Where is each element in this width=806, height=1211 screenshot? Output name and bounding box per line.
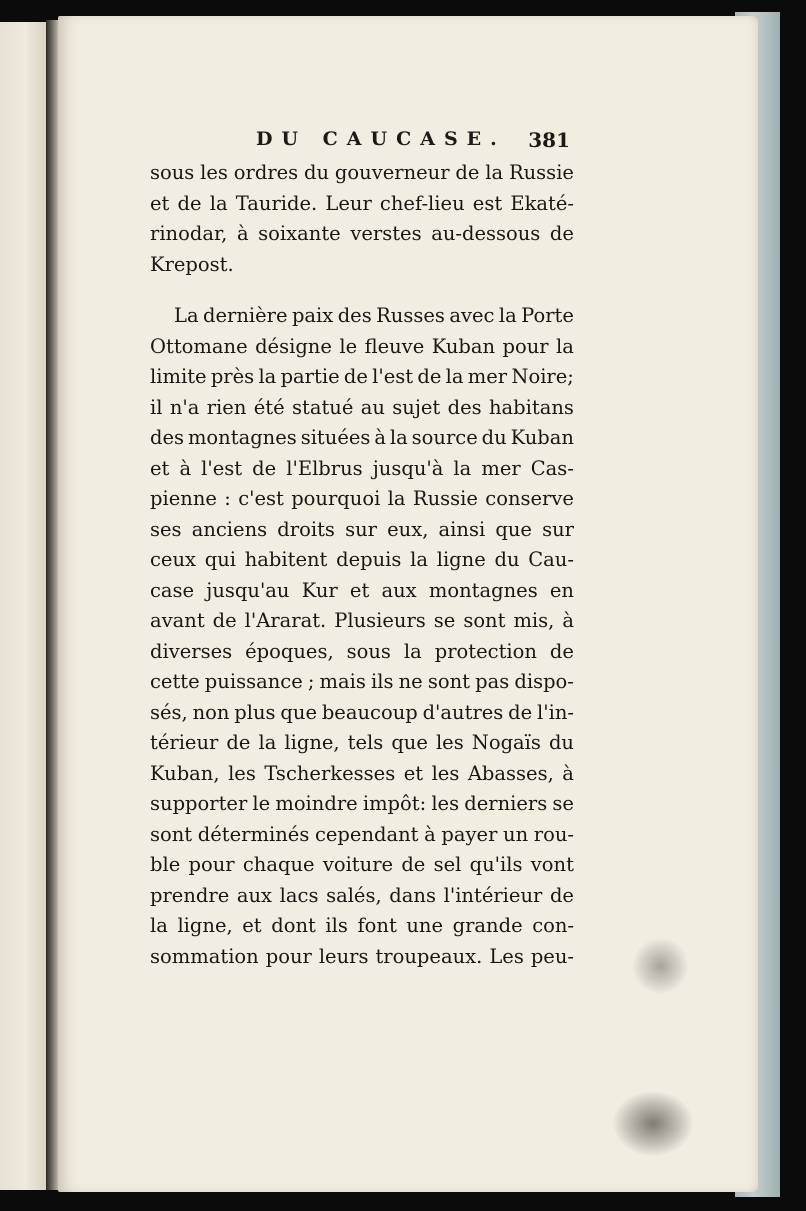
text-line [150,189,574,220]
word: la [258,365,277,388]
word: aux [236,883,273,907]
word: case [150,578,195,602]
word: troupeaux. [375,944,483,968]
text-line [150,759,574,790]
text-line [150,728,574,759]
word: puissance [204,670,303,693]
word: verstes [350,222,422,245]
text-line [150,423,574,454]
word: que [391,731,428,754]
word: sel [433,853,462,876]
word: Cau- [528,548,574,571]
word: du [494,548,520,571]
word: ordres [233,161,299,184]
word: rou- [533,822,574,846]
word: cependant [314,822,419,846]
word: de [212,609,237,632]
word: de [177,191,202,215]
word: ils [325,914,348,937]
text-line [150,881,574,912]
word: gouverneur [334,161,450,184]
word: supporter [150,792,248,815]
word: à [562,609,574,632]
word: les [200,161,228,184]
text-line [150,219,574,250]
facing-page-edge [0,22,48,1190]
word: sur [345,517,377,541]
word: plus [234,700,276,724]
word: source [411,426,478,449]
word: Leur [325,191,372,215]
word: lacs [279,883,319,907]
word: Russie [412,487,478,510]
word: et [150,456,170,480]
word: voiture [322,853,394,876]
word: ne [398,670,423,693]
text-line [150,484,574,515]
word: un [503,822,529,846]
word: la [389,426,408,449]
word: ligne [436,548,486,571]
word: Cas- [530,456,574,480]
text-line [150,789,574,820]
word: à [374,426,386,449]
word: les [435,731,464,754]
text-line: Krepost. [150,252,234,276]
word: la [556,334,574,358]
word: moindre [275,792,358,815]
word: Ottomane [150,334,248,358]
word: habitans [489,395,574,419]
word: que [280,700,317,724]
word: leurs [318,944,369,968]
word: sont [427,670,470,693]
text-line [150,667,574,698]
word: été [253,395,285,419]
word: sont [150,822,193,846]
word: habitent [244,548,328,571]
text-line [150,301,574,332]
word: de [401,853,426,876]
word: l'est [372,365,414,388]
word: Les [489,944,524,968]
word: non [192,700,230,724]
word: de [252,456,277,480]
text-line [150,158,574,189]
word: du [481,426,507,449]
body-text [150,158,574,972]
word: à [236,222,249,245]
word: térieur [150,731,219,754]
word: dernière [202,304,288,327]
word: impôt: [362,792,427,815]
word: Ekaté- [510,191,574,215]
word: le [252,792,271,815]
word: Nogaïs [471,731,541,754]
word: la [453,456,472,480]
word: Kuban [431,334,496,358]
word: jusqu'au [206,578,290,602]
word: ses [150,517,182,541]
word: des [150,426,185,449]
running-title: DU CAUCASE. [256,128,506,150]
text-line [150,606,574,637]
word: vont [530,853,574,876]
word: pourquoi [291,487,381,510]
word: la [258,731,277,754]
word: au [360,395,385,419]
word: avant [150,609,205,632]
word: époques, [245,639,334,663]
word: ligne, [177,914,233,937]
text-line [150,850,574,881]
word: Plusieurs [334,609,426,632]
word: en [549,578,574,602]
word: rien [206,395,247,419]
word: ils [371,670,394,693]
stain-mark [633,936,688,996]
word: con- [532,914,574,937]
word: Tauride. [235,191,318,215]
page-number: 381 [528,128,570,152]
word: anciens [191,517,268,541]
word: mis, [513,609,555,632]
word: l'Ararat. [244,609,327,632]
word: qui [204,548,237,571]
word: se [552,792,574,815]
stain-mark [613,1091,693,1156]
word: de [226,731,251,754]
text-line [150,362,574,393]
word: du [304,161,330,184]
word: à [179,456,192,480]
word: l'est [201,456,243,480]
word: de [417,365,442,388]
text-line [150,393,574,424]
word: pour [265,944,312,968]
text-line [150,545,574,576]
word: pour [188,853,235,876]
word: le [339,334,358,358]
word: Porte [521,304,574,327]
word: des [337,304,372,327]
word: une [406,914,444,937]
word: et [403,761,424,785]
word: beaucoup [321,700,418,724]
word: de [549,639,574,663]
word: Tscherkesses [264,761,396,785]
word: de [343,365,368,388]
word: la [403,639,422,663]
word: pienne [150,487,217,510]
word: du [548,731,574,754]
word: situées [300,426,371,449]
word: chaque [242,853,315,876]
word: payer [441,822,498,846]
word: mer [467,365,508,388]
word: cette [150,670,200,693]
word: partie [280,365,340,388]
word: rinodar, [150,222,228,245]
word: peu- [530,944,574,968]
word: déterminés [197,822,310,846]
text-line [150,911,574,942]
word: Kur [301,578,338,602]
word: dont [271,914,316,937]
word: Noire; [511,365,574,388]
text-line [150,698,574,729]
word: c'est [238,487,284,510]
word: montagnes [428,578,538,602]
text-line [150,637,574,668]
word: salés, [326,883,382,907]
word: sujet [392,395,441,419]
word: d'autres [422,700,504,724]
word: l'intérieur [443,883,543,907]
text-line [150,454,574,485]
word: chef-lieu [379,191,465,215]
word: de [549,883,574,907]
word: statué [292,395,354,419]
word: montagnes [187,426,297,449]
word: à [562,761,574,785]
word: près [210,365,255,388]
paragraph-break [150,280,574,301]
word: Kuban [510,426,574,449]
word: tels [347,731,384,754]
word: mais [319,670,366,693]
word: La [174,304,199,327]
word: de [455,161,480,184]
word: et [242,914,262,937]
word: se [433,609,456,632]
word: l'in- [537,700,574,724]
word: et [349,578,370,602]
word: de [508,700,533,724]
text-line [150,515,574,546]
word: l'Elbrus [286,456,363,480]
word: dispo- [514,670,574,693]
word: et [150,191,170,215]
word: il [150,395,163,419]
word: pour [502,334,549,358]
word: désigne [255,334,332,358]
text-line [150,332,574,363]
word: grande [452,914,523,937]
word: droits [277,517,335,541]
word: les [431,792,460,815]
word: Kuban, [150,761,220,785]
word: eux, [387,517,429,541]
word: conserve [485,487,574,510]
word: la [485,161,504,184]
word: au-dessous [431,222,541,245]
word: font [357,914,397,937]
word: ainsi [438,517,486,541]
word: soixante [258,222,341,245]
word: des [447,395,482,419]
word: Abasses, [467,761,554,785]
word: est [472,191,503,215]
word: paix [291,304,334,327]
word: de [549,222,574,245]
word: fleuve [364,334,425,358]
word: que [495,517,532,541]
text-line [150,942,574,973]
word: la [150,914,168,937]
word: protection [434,639,537,663]
word: sont [463,609,506,632]
word: la [387,487,406,510]
word: la [209,191,228,215]
word: sés, [150,700,188,724]
word: sur [542,517,574,541]
page-header [150,128,570,158]
word: sommation [150,944,259,968]
word: ceux [150,548,197,571]
word: qu'ils [469,853,523,876]
word: la [498,304,517,327]
word: la [410,548,428,571]
word: dans [389,883,436,907]
word: sous [346,639,391,663]
word: limite [150,365,207,388]
word: les [228,761,256,785]
word: : [224,487,231,510]
word: la [445,365,464,388]
word: Russes [376,304,445,327]
word: mer [481,456,521,480]
word: à [424,822,436,846]
word: depuis [336,548,402,571]
text-line [150,576,574,607]
word: prendre [150,883,230,907]
word: pas [475,670,510,693]
word: ; [307,670,315,693]
word: sous [150,161,195,184]
word: derniers [464,792,548,815]
text-line [150,820,574,851]
word: jusqu'à [372,456,444,480]
word: n'a [169,395,200,419]
word: diverses [150,639,233,663]
word: les [431,761,460,785]
word: ble [150,853,181,876]
word: ligne, [284,731,340,754]
word: Russie [508,161,574,184]
word: avec [449,304,495,327]
word: aux [381,578,417,602]
